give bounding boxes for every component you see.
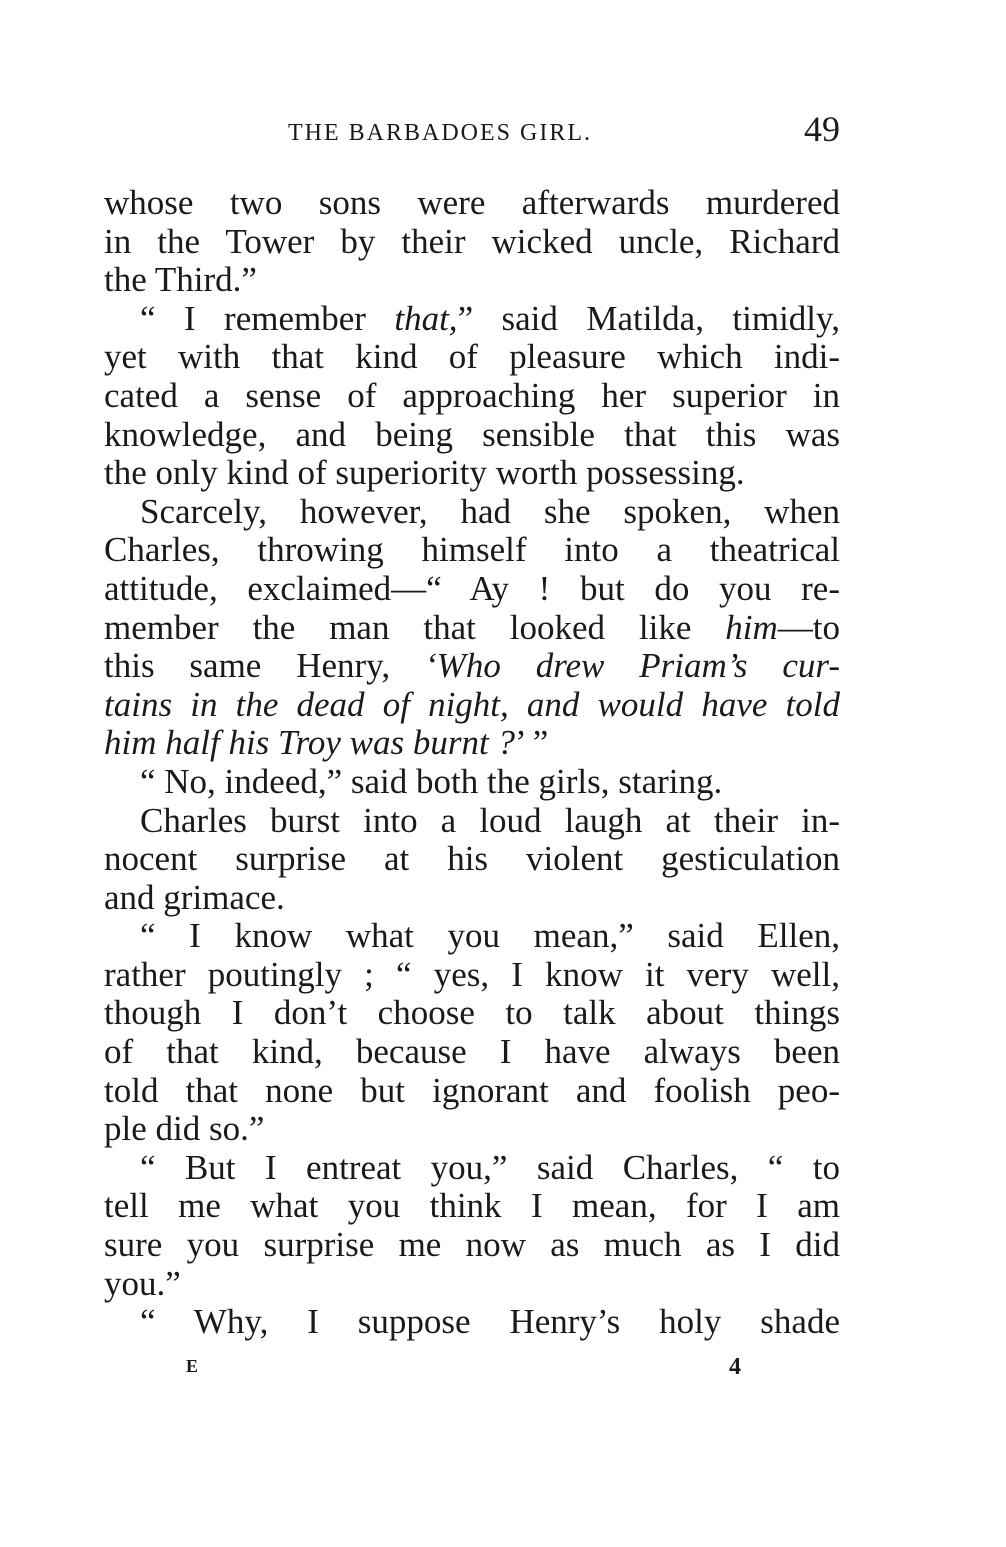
page-number: 49 [804,109,840,149]
text-line-roman: “ But I entreat you,” said Charles, “ to [140,1147,840,1187]
text-line [104,1110,840,1149]
text-line-roman: in the Tower by their wicked uncle, Richard [104,221,840,261]
text-line [104,994,840,1033]
text-line-roman: whose two sons were afterwards murdered [104,183,840,222]
text-line-roman: member the man that looked like [104,607,726,647]
body-text [104,184,840,1342]
text-line-roman: rather poutingly ; “ yes, I know it very well, [104,954,840,994]
text-line-roman: of that kind, because I have always been [104,1032,840,1072]
page-footer [104,1356,840,1386]
text-line-italic: him [725,607,778,647]
text-line-roman-after: ” said Matilda, timidly, [457,298,840,338]
text-line-roman: “ I remember [140,298,395,338]
text-line [104,338,840,377]
text-line [104,261,840,300]
text-line-roman: sure you surprise me now as much as I did [104,1225,840,1265]
text-line [104,686,840,725]
text-line-roman: “ Why, I suppose Henry’s holy shade [140,1302,840,1342]
text-line-roman: the Third.” [104,260,257,300]
running-title: THE BARBADOES GIRL. [288,120,593,146]
text-line [104,1303,840,1342]
text-line [104,956,840,995]
text-line [104,1149,840,1188]
text-line-roman: this same Henry, [104,646,426,686]
text-line-roman: Charles, throwing himself into a theatrical [104,530,840,570]
text-line-roman: “ I know what you mean,” said Ellen, [140,916,840,956]
text-line-roman: “ No, indeed,” said both the girls, staring. [140,761,723,801]
text-line-roman: nocent surprise at his violent gesticulation [104,839,840,879]
text-line [104,1033,840,1072]
text-line [104,377,840,416]
text-line [104,184,840,223]
text-line [104,609,840,648]
text-line-roman: Scarcely, however, had she spoken, when [140,491,840,531]
text-line-roman: Charles burst into a loud laugh at their in- [140,800,840,840]
text-line [104,300,840,339]
text-line [104,1226,840,1265]
text-line [104,1072,840,1111]
running-header [104,108,840,156]
text-line [104,1265,840,1304]
text-line-roman: tell me what you think I mean, for I am [104,1186,840,1226]
text-line-roman: attitude, exclaimed—“ Ay ! but do you re- [104,568,840,608]
text-line-italic: that, [394,298,458,338]
text-line-roman: ple did so.” [104,1109,265,1149]
text-line [104,570,840,609]
text-line-italic: him half his Troy was burnt ? [104,723,515,763]
text-line-italic: tains in the dead of night, and would have told [104,684,840,724]
text-line-roman: the only kind of superiority worth possessing. [104,453,745,493]
text-line [104,223,840,262]
text-line [104,1187,840,1226]
text-line [104,724,840,763]
text-line [104,493,840,532]
text-line [104,879,840,918]
text-line-italic: ‘Who drew Priam’s cur- [425,646,840,686]
text-line-roman: you.” [104,1263,181,1303]
text-line-roman: cated a sense of approaching her superior in [104,375,840,415]
text-line-roman: knowledge, and being sensible that this was [104,414,840,454]
text-line [104,531,840,570]
text-line [104,454,840,493]
sheet-number: 4 [729,1354,741,1380]
text-line-roman-after: ’ ” [515,723,549,763]
signature-mark: E [186,1356,199,1376]
text-line [104,802,840,841]
text-line [104,416,840,455]
text-line [104,917,840,956]
text-line [104,840,840,879]
text-line-roman: though I don’t choose to talk about things [104,993,840,1033]
text-line [104,763,840,802]
text-line-roman-after: —to [777,607,840,647]
text-line [104,647,840,686]
text-line-roman: and grimace. [104,877,285,917]
text-line-roman: told that none but ignorant and foolish peo- [104,1070,840,1110]
text-line-roman: yet with that kind of pleasure which indi- [104,337,840,377]
